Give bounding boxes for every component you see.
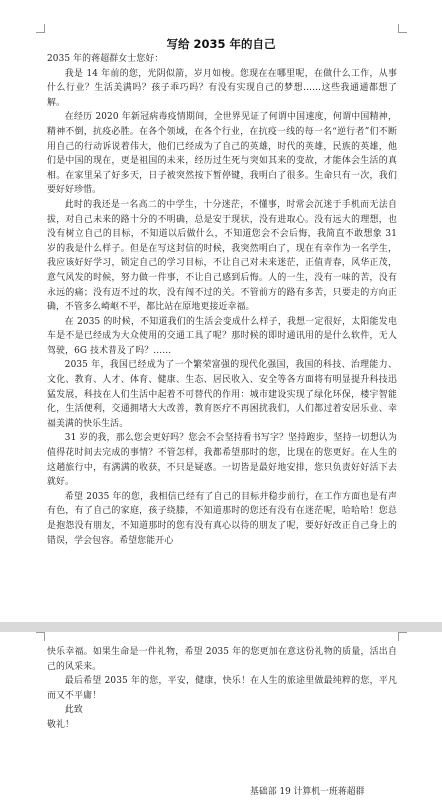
paragraph: 希望 2035 年的您，我相信已经有了自己的目标并稳步前行，在工作方面也是有声有色，有了自己的家庭，孩子绕膝，不知道那时的您还有没有在迷茫呢，哈哈哈！您总是抱怨没有朋友，不知道那时的您有没有真心以待的朋友了呢，要好好改正自己身上的错误，学会包容。希望您能开心 [47, 491, 397, 546]
paragraph: 在 2035 的时候，不知道我们的生活会变成什么样子，我想一定很好，太阳能发电车是不是已经成为大众使用的交通工具了呢？那时候的即时通讯用的是什么软件，无人驾驶，6G 技术普及了吗？…… [47, 316, 397, 356]
paragraph: 我是 14 年前的您，光阴似箭，岁月如梭。您现在在哪里呢，在做什么工作，从事什么行业？生活美满吗？孩子乖巧吗？有没有实现自己的梦想……这些我通通都想了解。 [47, 68, 397, 108]
paragraph: 31 岁的我，那么您会更好吗？您会不会坚持看书写字？坚持跑步，坚持一切想认为值得花时间去完成的事情？不管怎样，我都希望那时的您，比现在的您更好。在人生的这趟旅行中，有满满的收获，不只是疑惑。一切皆是最好地安排，您只负责好好活下去就好。 [47, 433, 397, 488]
document-body [47, 52, 397, 548]
corner-mark-top-right [398, 24, 407, 33]
corner-mark-top-left [36, 24, 45, 33]
paragraph-continuation: 快乐幸福。如果生命是一件礼物，希望 2035 年的您更加在意这份礼物的质量，活出自己的风采来。 [47, 647, 397, 672]
salutation: 2035 年的蒋超群女士您好： [47, 54, 164, 64]
corner-mark-bottom-left [36, 632, 45, 641]
page-separator [0, 622, 442, 632]
closing-line: 此致 [64, 705, 83, 716]
document-title: 写给 2035 年的自己 [166, 37, 276, 51]
corner-mark-bottom-right [398, 632, 407, 641]
paragraph: 最后希望 2035 年的您，平安，健康，快乐！在人生的旅途里做最纯粹的您，平凡而又不平庸！ [47, 676, 397, 701]
signature: 基础部 19 计算机一班蒋超群 [250, 787, 365, 797]
closing-salute: 敬礼！ [47, 719, 75, 730]
document-body-continued [47, 645, 397, 733]
document-page-2 [0, 632, 442, 805]
paragraph: 此时的我还是一名高二的中学生，十分迷茫，不懂事，时常会沉迷于手机而无法自拔，对自己未来的路十分的不明确，总是安于现状，没有进取心。没有远大的理想，也没有树立自己的目标，不知道以后做什么，不知道您会不会后悔，我简直不敢想象 31 岁的我是什么样子。但是在写这封信的时候，我突然明白了，现在有幸作为一名学生，我应该好好学习，锁定自己的学习目标，不让自己对未来迷茫，正值青春，风华正茂，意气风发的时候，努力做一件事，不让自己感到后悔。人的一生，没有一味的苦，没有永远的痛；没有迈不过的坎，没有闯不过的关。不管前方的路有多苦，只要走的方向正确，不管多么崎岖不平，都比站在原地更接近幸福。 [47, 199, 397, 313]
paragraph: 2035 年，我国已经成为了一个繁荣富强的现代化强国，我国的科技、治理能力、文化、教育、人才、体育、健康、生态、居民收入、安全等各方面将有明显提升科技迅猛发展，科技在人们生活中起着不可替代的作用：城市建设实现了绿化环保，楼宇智能化，生活便利，交通拥堵大大改善，教育医疗不再困扰我们，人们都过着安居乐业、幸福美满的快乐生活。 [47, 360, 397, 429]
paragraph: 在经历 2020 年新冠病毒疫情期间，全世界见证了何谓中国速度，何谓中国精神，精神不倒，抗疫必胜。在各个领域，在各个行业，在抗疫一线的每一名“逆行者”们不断用自己的行动诉说着伟大，他们已经成为了自己的英雄，时代的英雄，民族的英雄，他们是中国的现在，更是祖国的未来，经历过生死与突如其来的变故，才能体会生活的真相。在家里呆了好多天，日子被突然按下暂停键，我明白了很多。生命只有一次，我们要好好珍惜。 [47, 112, 397, 196]
